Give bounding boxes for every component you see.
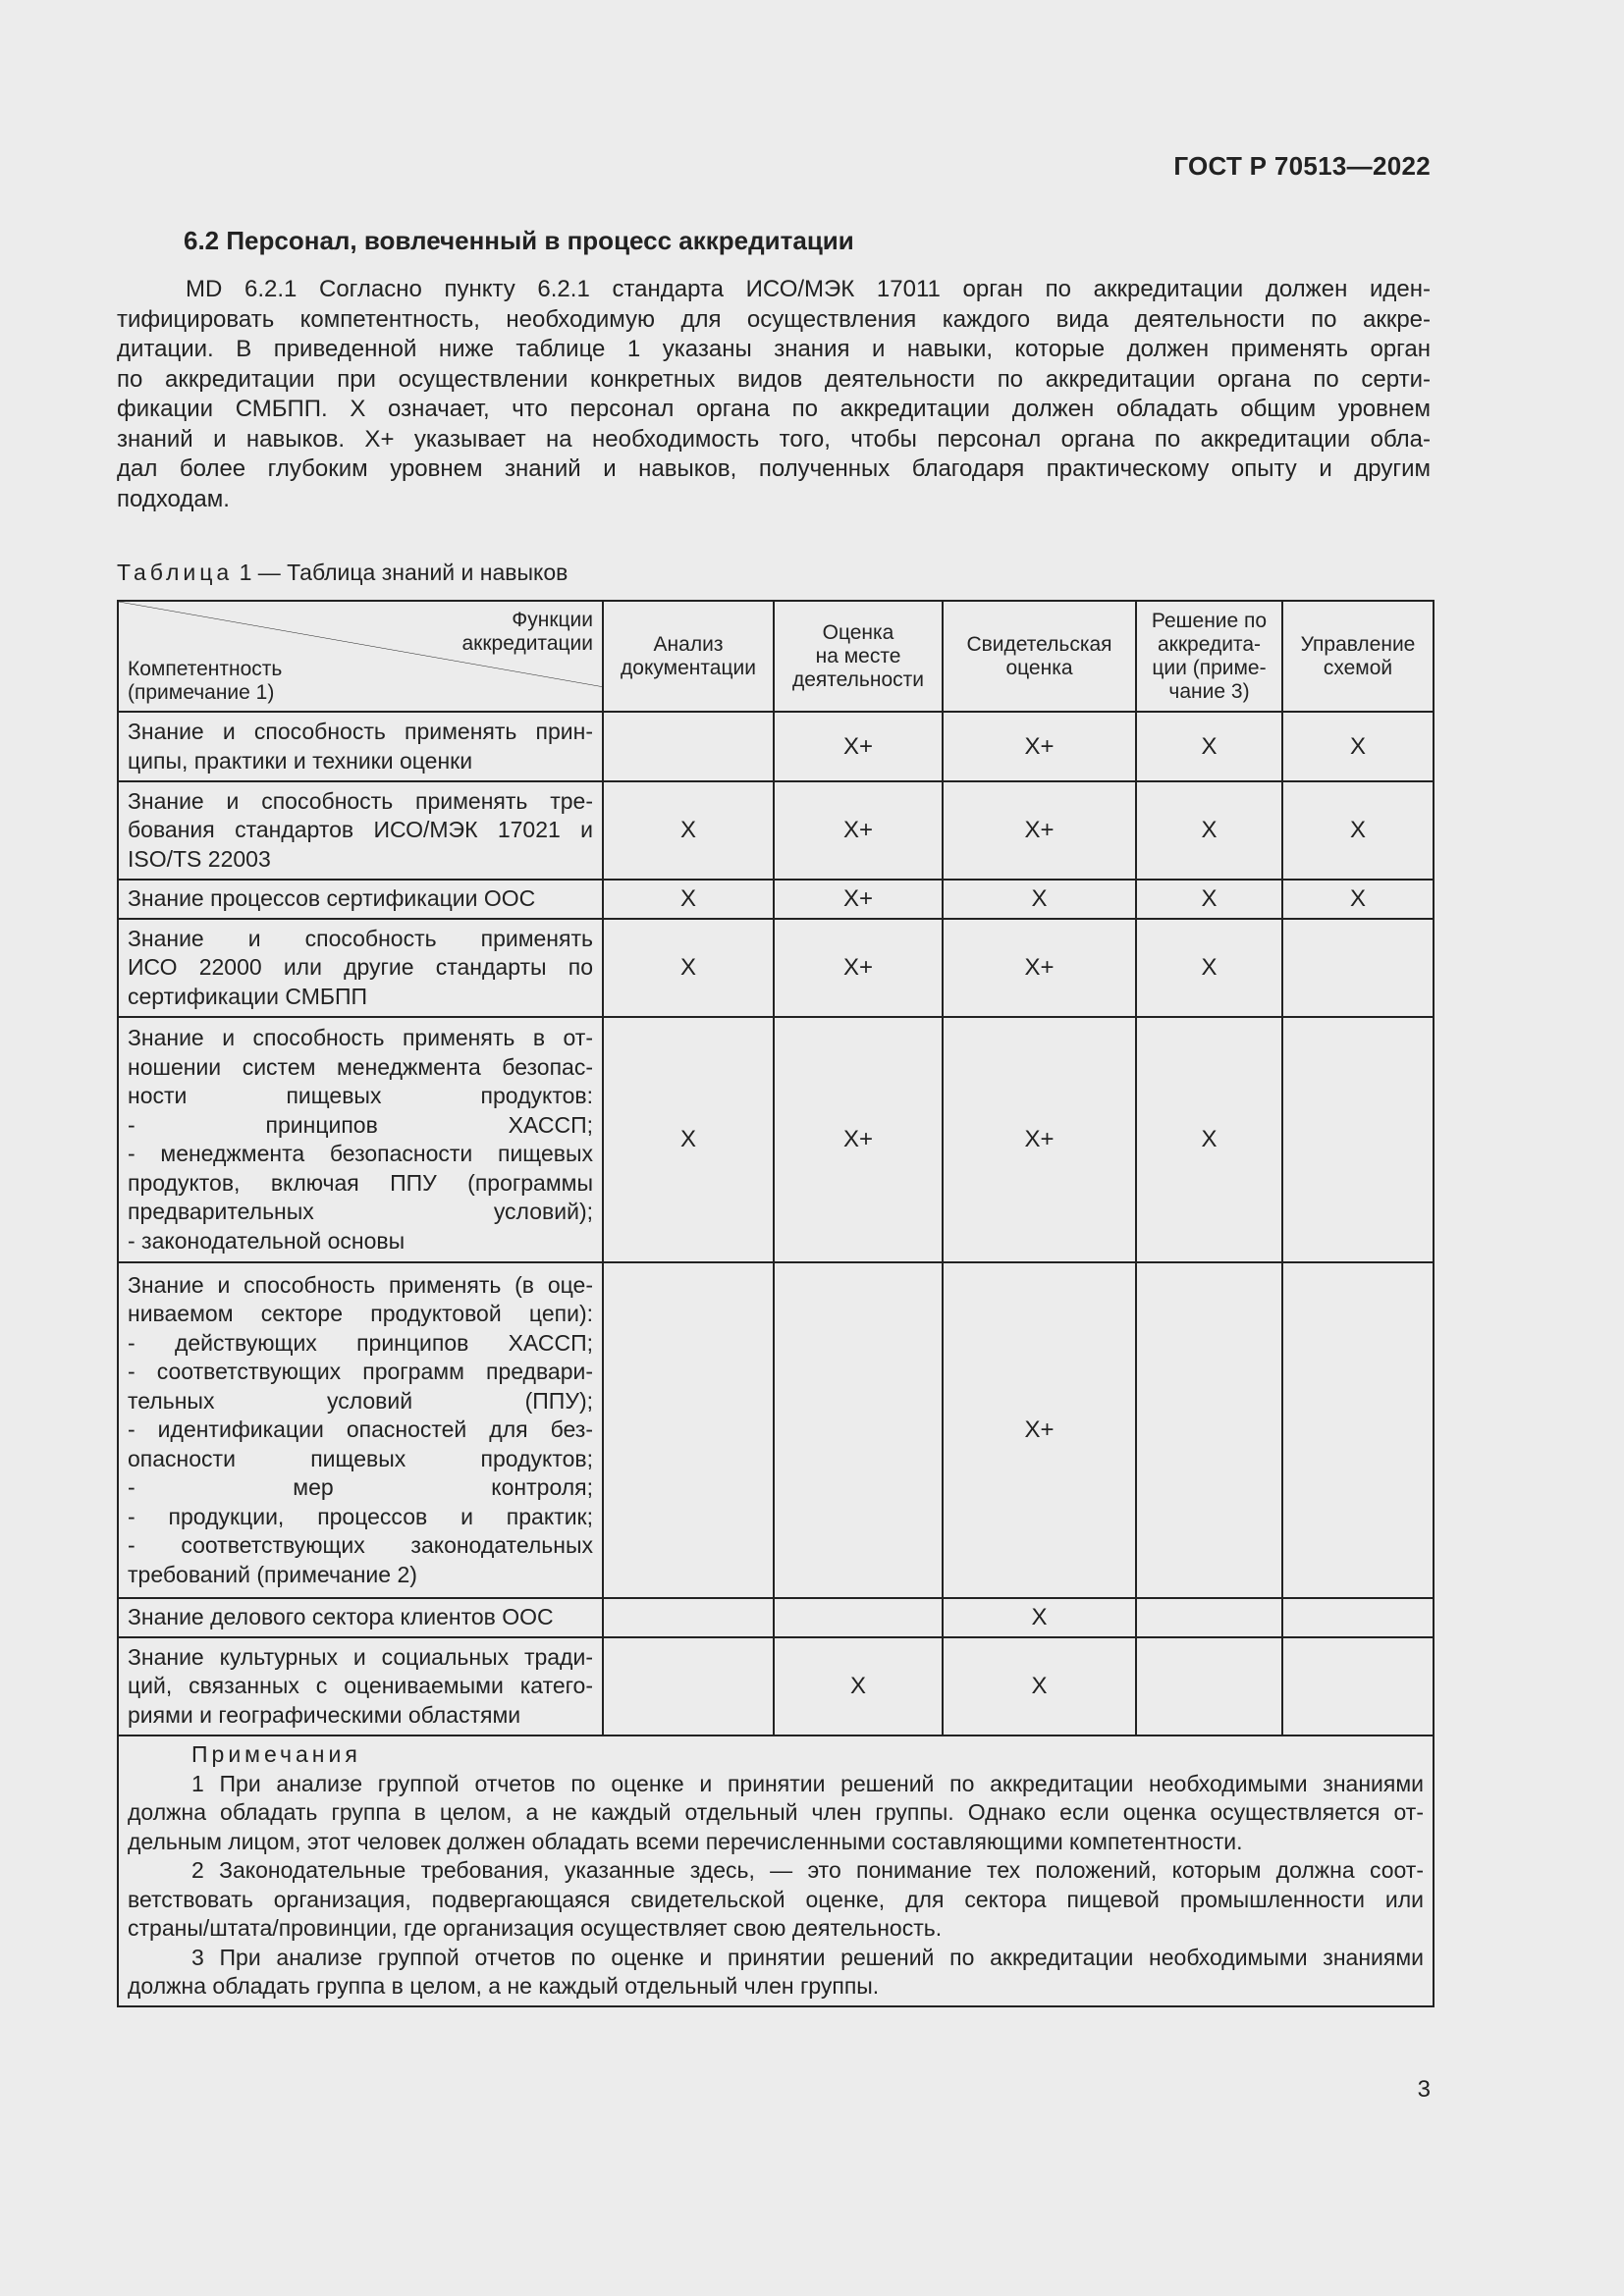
page-number: 3 <box>1417 2076 1431 2103</box>
header-competence-line: Компетентность <box>128 658 283 680</box>
competence-line: Знание культурных и социальных тради- <box>128 1643 593 1670</box>
competence-line: ций, связанных с оцениваемыми катего- <box>128 1673 593 1699</box>
table-row <box>118 919 1434 1017</box>
mark-cell <box>1282 1598 1434 1637</box>
mark-cell <box>1136 1637 1282 1735</box>
competence-line: - законодательной основы <box>128 1227 406 1254</box>
mark-cell <box>603 712 774 781</box>
mark-cell: X+ <box>774 781 943 880</box>
mark-cell <box>603 1637 774 1735</box>
paragraph-line: MD 6.2.1 Согласно пункту 6.2.1 стандарта ИСО/МЭК 17011 орган по аккредитации должен иден- <box>186 276 1431 302</box>
mark-cell: X <box>1136 781 1282 880</box>
competence-line: ципы, практики и техники оценки <box>128 747 473 774</box>
mark-cell: X <box>603 919 774 1017</box>
competence-cell <box>118 880 603 919</box>
mark-cell <box>1282 1262 1434 1598</box>
mark-cell: X+ <box>774 1017 943 1262</box>
paragraph-line: дитации. В приведенной ниже таблице 1 указаны знания и навыки, которые должен применять орган <box>117 336 1431 362</box>
mark-cell: X <box>1136 1017 1282 1262</box>
table-row <box>118 781 1434 880</box>
competence-cell <box>118 1262 603 1598</box>
competence-cell <box>118 1637 603 1735</box>
note-line: должна обладать группа в целом, а не каждый отдельный член группы. <box>128 1973 880 1999</box>
document-code: ГОСТ Р 70513—2022 <box>1173 151 1431 181</box>
header-competence-line: (примечание 1) <box>128 681 275 704</box>
column-header-line: ции (приме- <box>1152 656 1267 679</box>
mark-cell <box>774 1262 943 1598</box>
mark-cell: X+ <box>943 781 1136 880</box>
table-row <box>118 880 1434 919</box>
competence-cell <box>118 1598 603 1637</box>
mark-cell: X+ <box>774 712 943 781</box>
column-header-line: оценка <box>1005 656 1073 679</box>
competence-line: - действующих принципов ХАССП; <box>128 1329 593 1356</box>
mark-cell: X <box>603 880 774 919</box>
competence-line: ИСО 22000 или другие стандарты по <box>128 954 593 981</box>
competence-line: - мер контроля; <box>128 1474 593 1501</box>
paragraph-line: подходам. <box>117 485 230 512</box>
competence-line: сертификации СМБПП <box>128 983 368 1009</box>
competence-cell <box>118 919 603 1017</box>
column-header-line: Решение по <box>1151 609 1268 632</box>
header-functions-line: аккредитации <box>461 632 593 655</box>
mark-cell: X+ <box>943 712 1136 781</box>
note-line: 3 При анализе группой отчетов по оценке и принятии решений по аккредитации необходимыми знаниями <box>191 1944 1424 1970</box>
column-header-line: документации <box>621 656 756 679</box>
table-caption-prefix: Таблица <box>117 560 234 585</box>
mark-cell: X <box>1282 781 1434 880</box>
competence-line: опасности пищевых продуктов; <box>128 1445 593 1471</box>
paragraph-line: по аккредитации при осуществлении конкретных видов деятельности по аккредитации органа по серти- <box>117 365 1431 393</box>
paragraph-line: тифицировать компетентность, необходимую для осуществления каждого вида деятельности по аккре- <box>117 305 1431 333</box>
table-row <box>118 1598 1434 1637</box>
table-row <box>118 1017 1434 1262</box>
competence-line: Знание и способность применять прин- <box>128 719 593 744</box>
note-line: 1 При анализе группой отчетов по оценке и принятии решений по аккредитации необходимыми знаниями <box>191 1770 1424 1796</box>
column-header-line: чание 3) <box>1168 679 1250 703</box>
paragraph-line: дал более глубоким уровнем знаний и навыков, полученных благодаря практическому опыту и другим <box>117 455 1431 482</box>
notes-title: Примечания <box>191 1741 361 1767</box>
competence-line: бования стандартов ИСО/МЭК 17021 и <box>128 817 593 843</box>
mark-cell: X <box>1136 880 1282 919</box>
table-row <box>118 1637 1434 1735</box>
mark-cell: X+ <box>774 919 943 1017</box>
mark-cell: X <box>1136 712 1282 781</box>
mark-cell <box>1282 1017 1434 1262</box>
column-header-line: на месте <box>815 644 901 667</box>
competence-line: - продукции, процессов и практик; <box>128 1503 593 1529</box>
column-header <box>1136 601 1282 712</box>
paragraph-line: фикации СМБПП. X означает, что персонал органа по аккредитации должен обладать общим уровнем <box>117 396 1431 422</box>
competence-line: - принципов ХАССП; <box>128 1111 593 1138</box>
mark-cell: X <box>1282 880 1434 919</box>
competence-line: продуктов, включая ППУ (программы <box>128 1169 593 1196</box>
competence-cell <box>118 1017 603 1262</box>
mark-cell <box>1282 1637 1434 1735</box>
column-header-line: деятельности <box>792 667 924 691</box>
competence-line: - менеджмента безопасности пищевых <box>128 1141 593 1166</box>
competence-line: - соответствующих законодательных <box>128 1532 593 1559</box>
competence-line: ниваемом секторе продуктовой цепи): <box>128 1301 593 1327</box>
mark-cell <box>1136 1598 1282 1637</box>
header-functions-label <box>462 609 594 656</box>
competence-cell <box>118 781 603 880</box>
table-caption-title: 1 — Таблица знаний и навыков <box>233 560 568 585</box>
mark-cell: X <box>1282 712 1434 781</box>
column-header <box>943 601 1136 712</box>
mark-cell: X <box>774 1637 943 1735</box>
paragraph-line: знаний и навыков. X+ указывает на необходимость того, чтобы персонал органа по аккредитации обла- <box>117 425 1431 453</box>
mark-cell: X+ <box>943 1262 1136 1598</box>
competence-line: Знание и способность применять тре- <box>128 787 593 814</box>
notes-cell <box>118 1735 1434 2006</box>
competence-line: ISO/TS 22003 <box>128 845 271 872</box>
column-header-line: Анализ <box>653 632 724 656</box>
mark-cell <box>1282 919 1434 1017</box>
competence-line: - соответствующих программ предвари- <box>128 1359 593 1385</box>
table-row <box>118 712 1434 781</box>
competence-line: тельных условий (ППУ); <box>128 1387 593 1414</box>
mark-cell: X+ <box>943 1017 1136 1262</box>
competence-line: риями и географическими областями <box>128 1701 521 1728</box>
notes-row <box>118 1735 1434 2006</box>
mark-cell <box>603 1598 774 1637</box>
competence-line: Знание процессов сертификации ООС <box>128 885 536 912</box>
intro-paragraph <box>117 275 1431 514</box>
note-line: 2 Законодательные требования, указанные здесь, — это понимание тех положений, которым должна соот- <box>191 1857 1424 1883</box>
diagonal-header-cell <box>118 601 603 712</box>
column-header-line: Управление <box>1300 632 1416 656</box>
table-row <box>118 1262 1434 1598</box>
mark-cell: X <box>603 1017 774 1262</box>
note-line: ветствовать организация, подвергающаяся свидетельской оценке, для сектора пищевой промышленности или <box>128 1886 1424 1912</box>
column-header-line: Оценка <box>822 620 894 644</box>
competence-line: Знание делового сектора клиентов ООС <box>128 1604 554 1630</box>
mark-cell <box>774 1598 943 1637</box>
note-line: страны/штата/провинции, где организация осуществляет свою деятельность. <box>128 1915 943 1941</box>
competence-line: требований (примечание 2) <box>128 1561 417 1587</box>
column-header <box>1282 601 1434 712</box>
section-title: 6.2 Персонал, вовлеченный в процесс аккредитации <box>184 226 854 255</box>
mark-cell <box>1136 1262 1282 1598</box>
mark-cell: X+ <box>943 919 1136 1017</box>
competence-line: Знание и способность применять в от- <box>128 1025 593 1050</box>
table-caption <box>117 560 568 586</box>
header-competence-label <box>128 658 282 705</box>
competence-line: - идентификации опасностей для без- <box>128 1416 593 1443</box>
competence-line: ношении систем менеджмента безопас- <box>128 1053 593 1080</box>
competence-cell <box>118 712 603 781</box>
column-header <box>603 601 774 712</box>
mark-cell: X <box>943 1598 1136 1637</box>
mark-cell: X+ <box>774 880 943 919</box>
competence-line: предварительных условий); <box>128 1199 593 1224</box>
header-functions-line: Функции <box>512 609 593 631</box>
column-header-line: аккредита- <box>1158 632 1261 656</box>
mark-cell: X <box>943 1637 1136 1735</box>
note-line: дельным лицом, этот человек должен обладать всеми перечисленными составляющими компетентности. <box>128 1828 1243 1854</box>
competence-line: Знание и способность применять (в оце- <box>128 1271 593 1298</box>
column-header-line: Свидетельская <box>966 632 1112 656</box>
mark-cell: X <box>603 781 774 880</box>
column-header-line: схемой <box>1323 656 1393 679</box>
competence-line: ности пищевых продуктов: <box>128 1083 593 1108</box>
mark-cell: X <box>1136 919 1282 1017</box>
knowledge-skills-table <box>117 600 1435 2007</box>
note-line: должна обладать группа в целом, а не каждый отдельный член группы. Однако если оценка осуществляется от- <box>128 1799 1424 1825</box>
mark-cell: X <box>943 880 1136 919</box>
competence-line: Знание и способность применять <box>128 925 593 951</box>
mark-cell <box>603 1262 774 1598</box>
column-header <box>774 601 943 712</box>
table-header-row <box>118 601 1434 712</box>
